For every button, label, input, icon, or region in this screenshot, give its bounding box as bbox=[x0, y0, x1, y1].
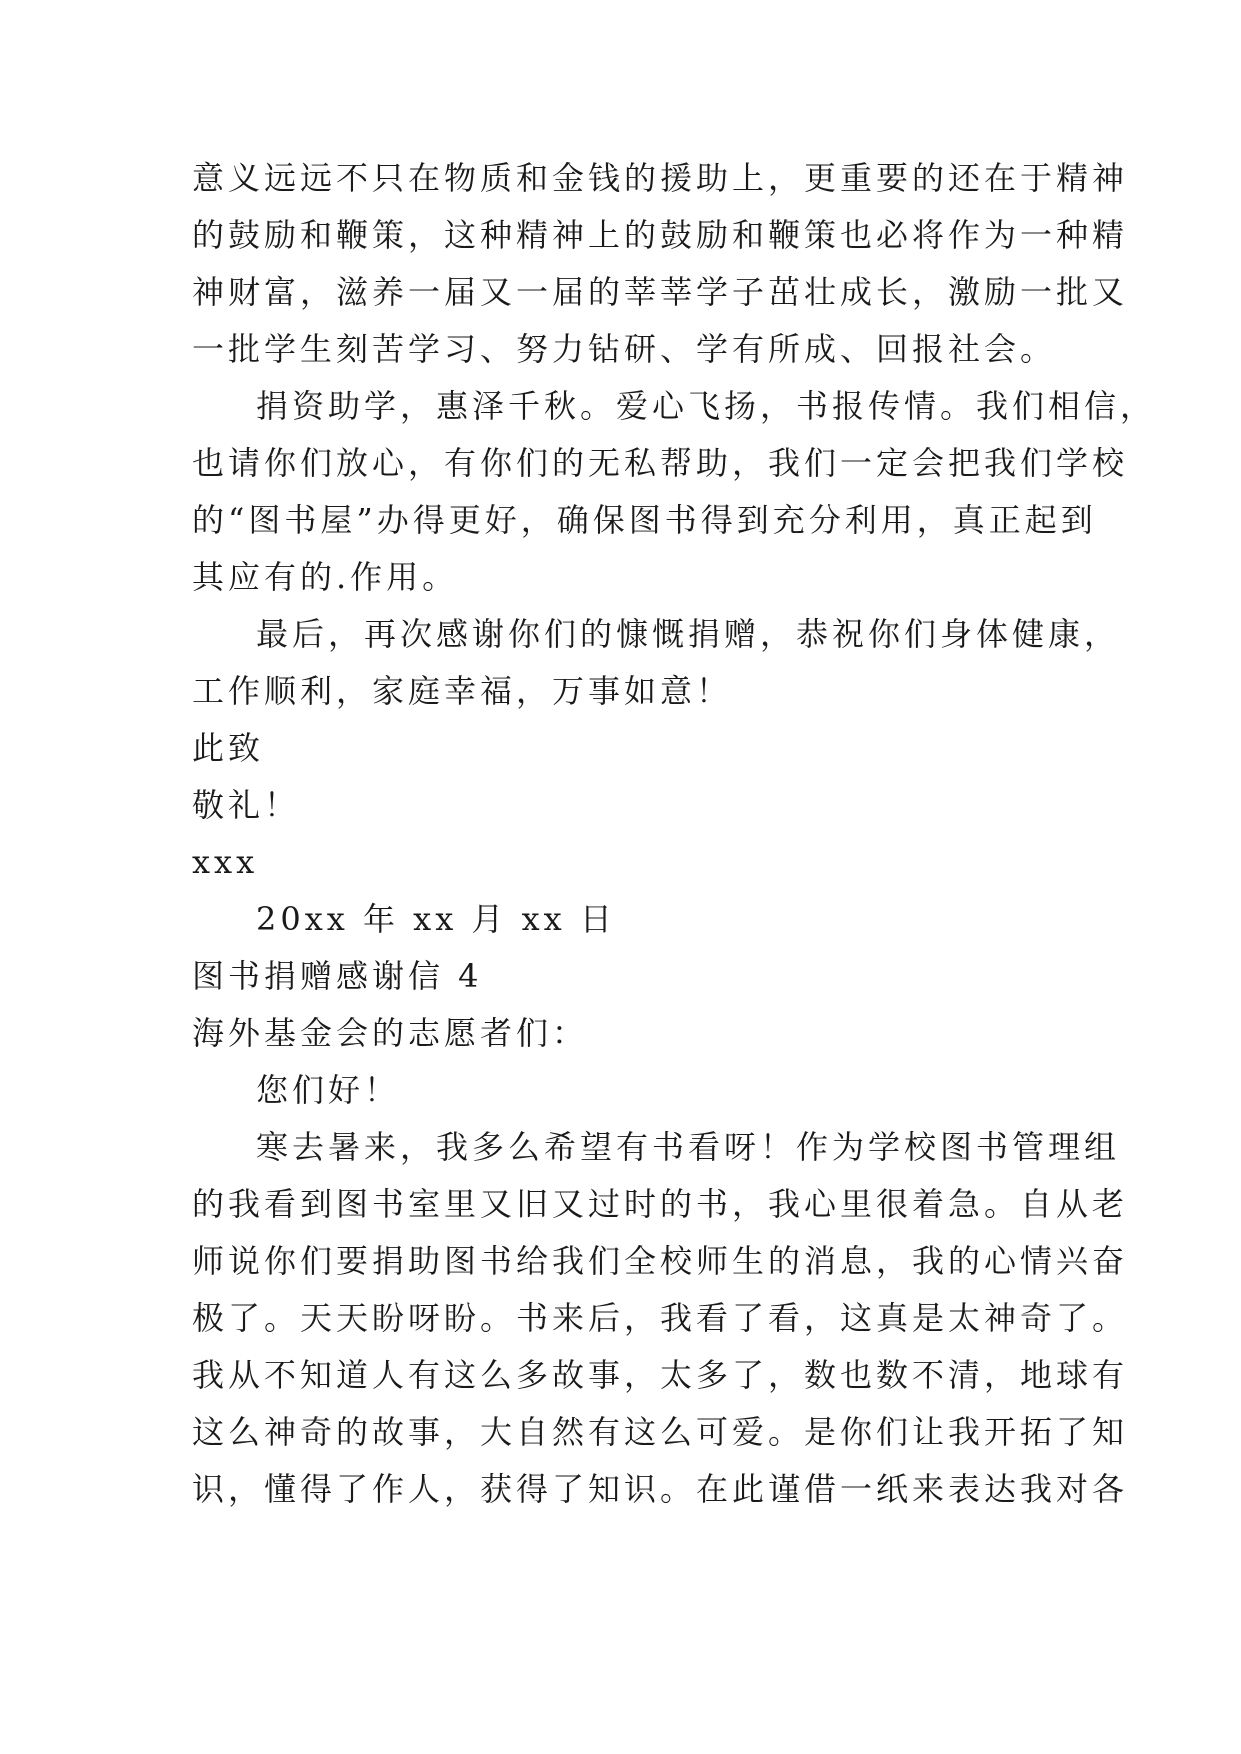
paragraph-line: 识，懂得了作人，获得了知识。在此谨借一纸来表达我对各 bbox=[192, 1470, 1129, 1508]
paragraph-line: 这么神奇的故事，大自然有这么可爱。是你们让我开拓了知 bbox=[192, 1413, 1129, 1451]
letter-date: 20xx 年 xx 月 xx 日 bbox=[256, 900, 616, 938]
paragraph-line: 的我看到图书室里又旧又过时的书，我心里很着急。自从老 bbox=[192, 1185, 1129, 1223]
letter-recipient: 海外基金会的志愿者们： bbox=[192, 1014, 589, 1052]
paragraph-line: 的“图书屋”办得更好，确保图书得到充分利用，真正起到 bbox=[192, 501, 1097, 539]
letter-greeting: 您们好！ bbox=[256, 1071, 401, 1109]
paragraph-line: 一批学生刻苦学习、努力钻研、学有所成、回报社会。 bbox=[192, 330, 1057, 368]
paragraph-line: 意义远远不只在物质和金钱的援助上，更重要的还在于精神 bbox=[192, 159, 1129, 197]
paragraph-line: 最后，再次感谢你们的慷慨捐赠，恭祝你们身体健康， bbox=[256, 615, 1121, 653]
section-title: 图书捐赠感谢信 4 bbox=[192, 957, 483, 995]
closing-salutation: 此致 bbox=[192, 729, 265, 767]
paragraph-line: 寒去暑来，我多么希望有书看呀！作为学校图书管理组 bbox=[256, 1128, 1121, 1166]
paragraph-line: 其应有的.作用。 bbox=[192, 558, 459, 596]
paragraph-line: 极了。天天盼呀盼。书来后，我看了看，这真是太神奇了。 bbox=[192, 1299, 1129, 1337]
paragraph-line: 师说你们要捐助图书给我们全校师生的消息，我的心情兴奋 bbox=[192, 1242, 1129, 1280]
paragraph-line: 捐资助学，惠泽千秋。爱心飞扬，书报传情。我们相信， bbox=[256, 387, 1157, 425]
paragraph-line: 我从不知道人有这么多故事，太多了，数也数不清，地球有 bbox=[192, 1356, 1129, 1394]
paragraph-line: 的鼓励和鞭策，这种精神上的鼓励和鞭策也必将作为一种精 bbox=[192, 216, 1129, 254]
paragraph-line: 工作顺利，家庭幸福，万事如意！ bbox=[192, 672, 733, 710]
signature: xxx bbox=[192, 843, 259, 881]
paragraph-line: 也请你们放心，有你们的无私帮助，我们一定会把我们学校 bbox=[192, 444, 1129, 482]
paragraph-line: 神财富，滋养一届又一届的莘莘学子茁壮成长，激励一批又 bbox=[192, 273, 1129, 311]
closing-regards: 敬礼！ bbox=[192, 786, 301, 824]
